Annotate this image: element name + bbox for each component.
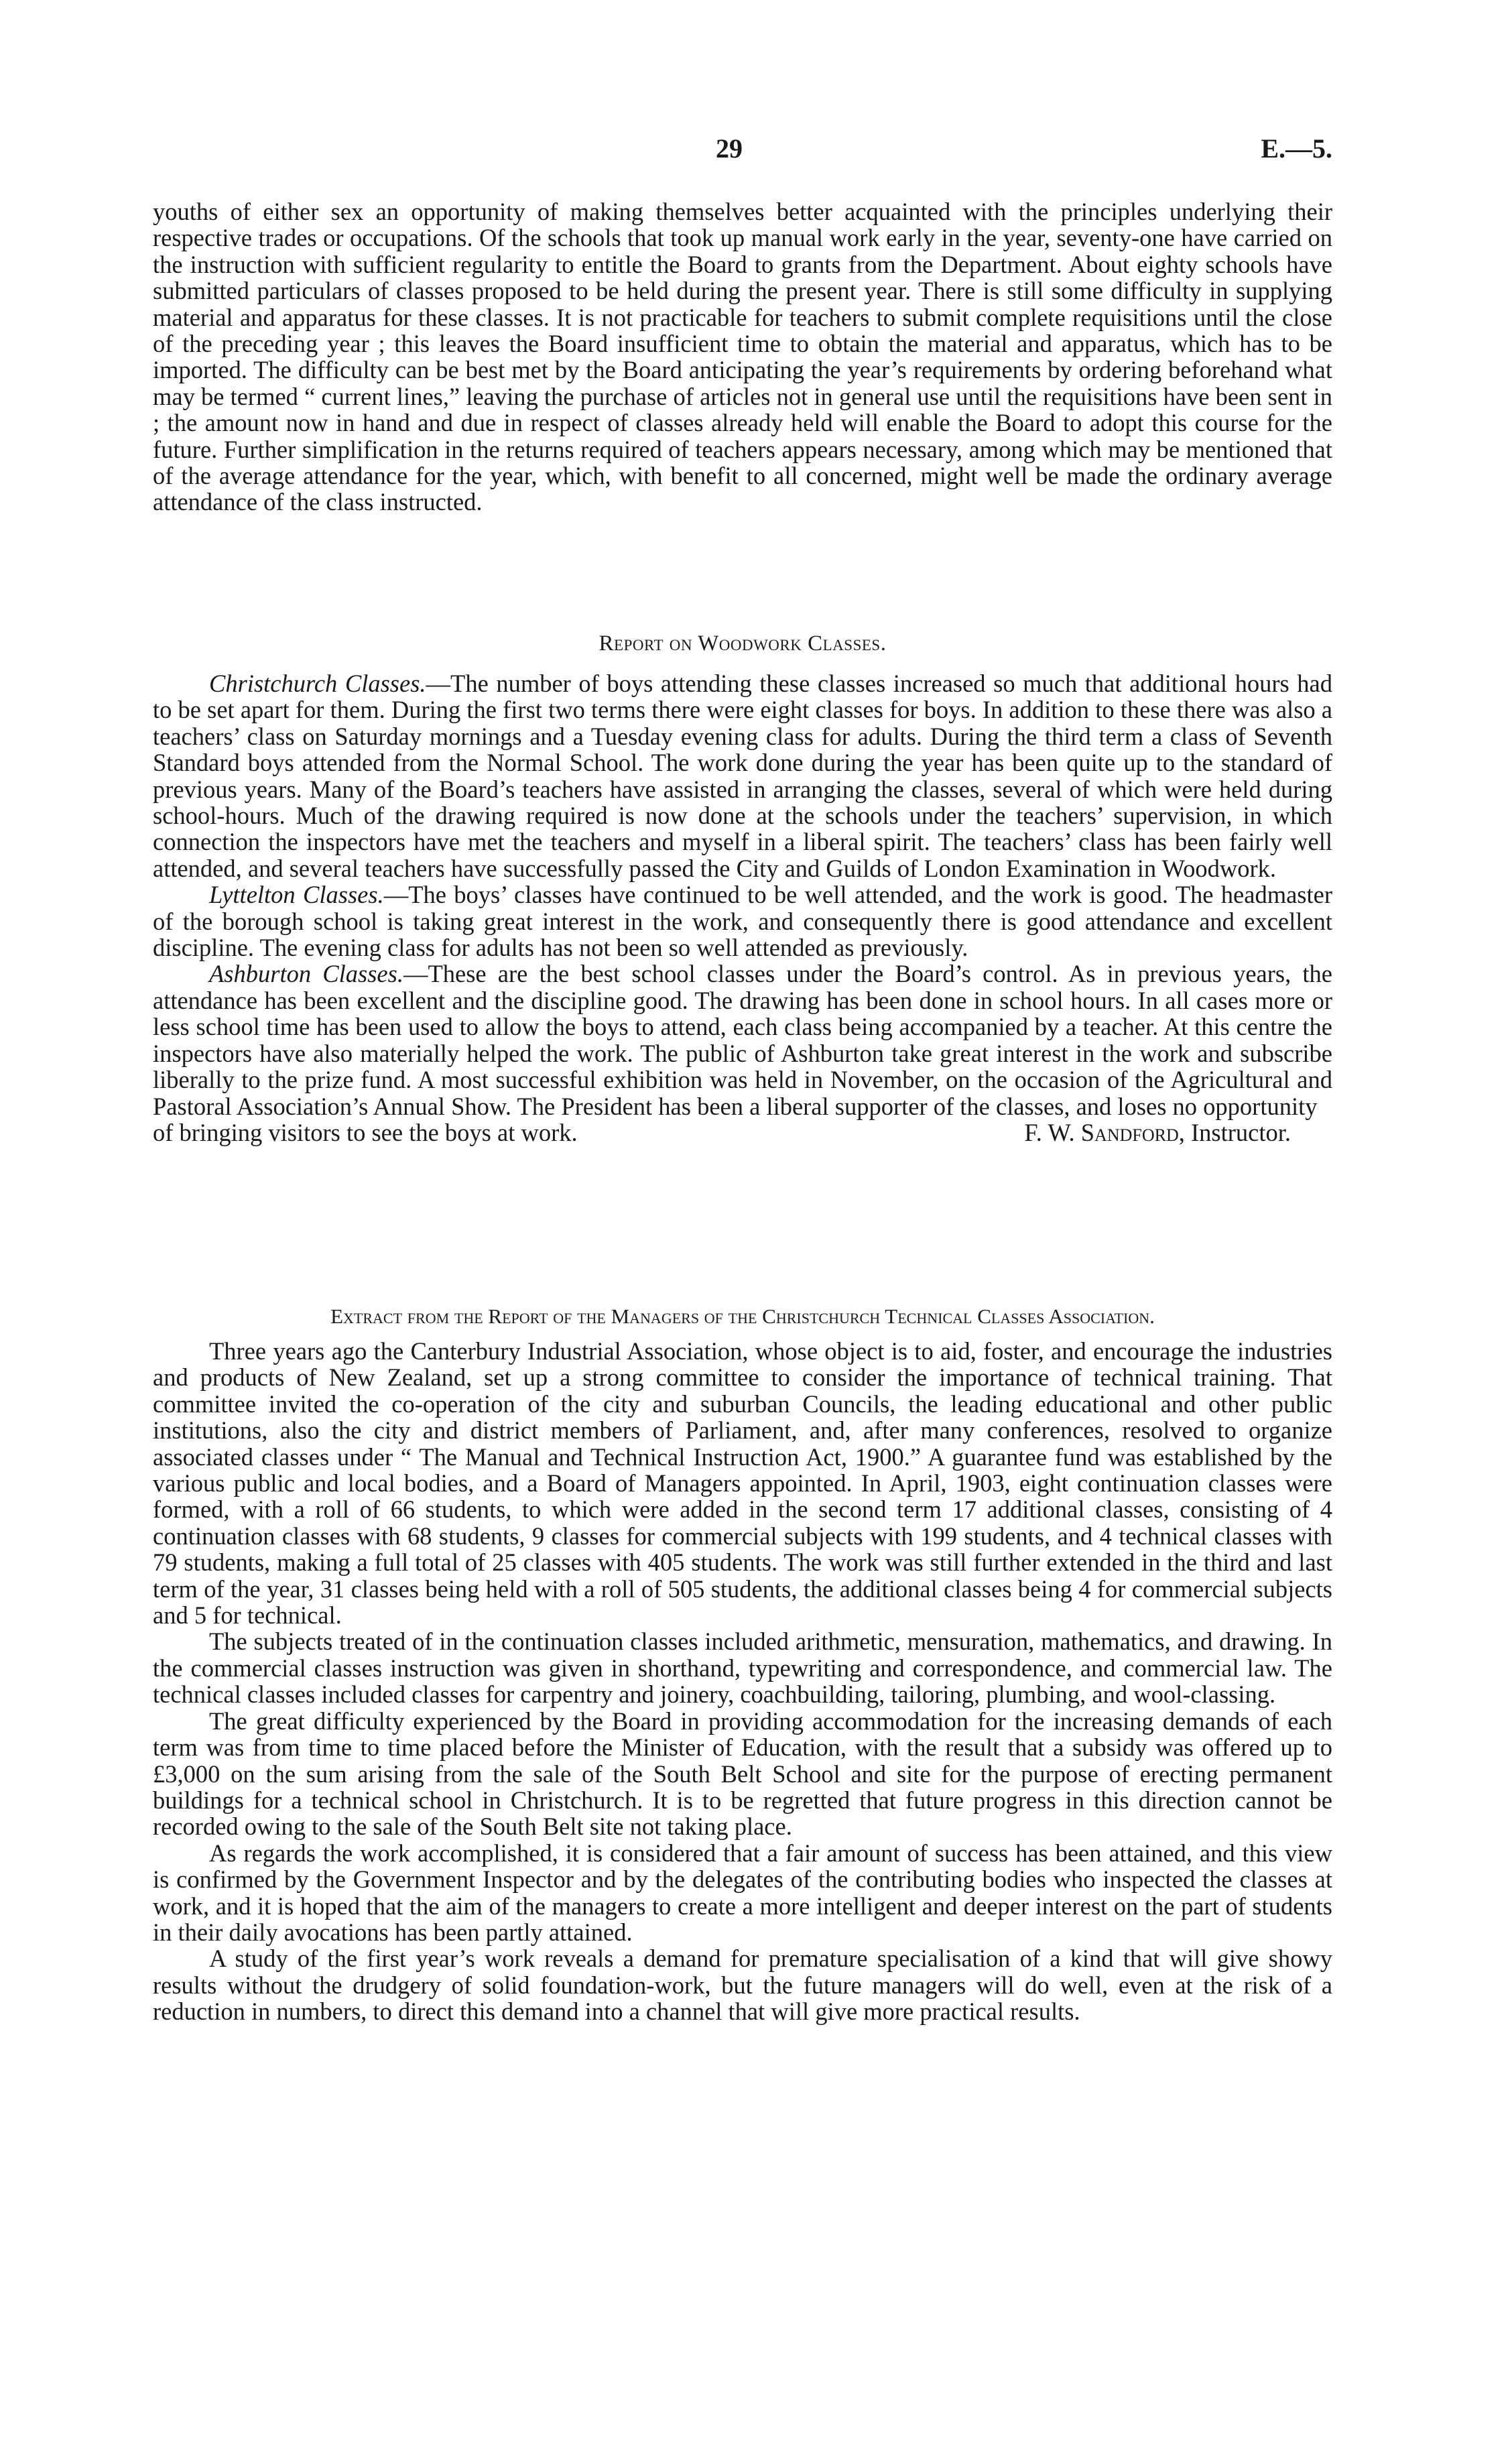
lyttelton-classes-title: Lyttelton Classes. bbox=[209, 881, 384, 909]
lyttelton-classes-paragraph bbox=[153, 881, 1332, 961]
instructor-title: , Instructor. bbox=[1178, 1118, 1291, 1146]
ashburton-classes-title: Ashburton Classes. bbox=[209, 960, 403, 988]
technical-paragraph-specialisation: A study of the first year’s work reveals a demand for premature specialisation of a kind that will give showy results without the drudgery of solid foundation-work, but the future managers will do well, even at the risk of a reduction in numbers, to direct this demand into a channel that will give more practical results. bbox=[153, 1945, 1332, 2026]
ashburton-classes-last-line: of bringing visitors to see the boys at work. bbox=[153, 1118, 578, 1146]
christchurch-classes-title: Christchurch Classes. bbox=[209, 670, 426, 697]
instructor-name: F. W. Sandford bbox=[1024, 1118, 1179, 1146]
instructor-signature bbox=[1024, 1119, 1332, 1146]
document-reference: E.—5. bbox=[1261, 133, 1332, 164]
ashburton-classes-paragraph bbox=[153, 961, 1332, 1119]
ashburton-classes-text: —These are the best school classes under the Board’s control. As in previous years, the attendance has been excellent and the discipline good. The drawing has been done in school hours. In all cases more or less school time has been used to allow the boys to attend, each class being accompanied by a teacher. At this centre the inspectors have also materially helped the work. The public of Ashburton take great interest in the work and subscribe liberally to the prize fund. A most successful exhibition was held in November, on the occasion of the Agricultural and Pastoral Association’s Annual Show. The President has been a liberal supporter of the classes, and loses no opportunity bbox=[153, 960, 1332, 1120]
christchurch-classes-text: —The number of boys attending these classes increased so much that additional hours had to be set apart for them. During the first two terms there were eight classes for boys. In addition to these there was also a teachers’ class on Saturday mornings and a Tuesday evening class for adults. During the third term a class of Seventh Standard boys attended from the Normal School. The work done during the year has been quite up to the standard of previous years. Many of the Board’s teachers have assisted in arranging the classes, several of which were held during school-hours. Much of the drawing required is now done at the schools under the teachers’ supervision, in which connection the inspectors have met the teachers and myself in a liberal spirit. The teachers’ class has been fairly well attended, and several teachers have successfully passed the City and Guilds of London Examination in Woodwork. bbox=[153, 670, 1332, 882]
lyttelton-classes-text: —The boys’ classes have continued to be well attended, and the work is good. The headmaster of the borough school is taking great interest in the work, and consequently there is good attendance and excellent discipline. The evening class for adults has not been so well attended as previously. bbox=[153, 881, 1332, 962]
technical-classes-heading: Extract from the Report of the Managers of the Christchurch Technical Classes Association. bbox=[330, 1304, 1155, 1328]
ashburton-closing-line bbox=[153, 1119, 1332, 1146]
technical-paragraph-accommodation: The great difficulty experienced by the Board in providing accommodation for the increasing demands of each term was from time to time placed before the Minister of Education, with the result that a subsidy was offered up to £3,000 on the sum arising from the sale of the South Belt School and site for the purpose of erecting permanent buildings for a technical school in Christchurch. It is to be regretted that future progress in this direction cannot be recorded owing to the sale of the South Belt site not taking place. bbox=[153, 1707, 1332, 1841]
running-head bbox=[153, 133, 1332, 173]
intro-paragraph: youths of either sex an opportunity of making themselves better acquainted with the principles underlying their respective trades or occupations. Of the schools that took up manual work early in the year, seventy-one have carried on the instruction with sufficient regularity to entitle the Board to grants from the Department. About eighty schools have submitted particulars of classes proposed to be held during the present year. There is still some difficulty in supplying material and apparatus for these classes. It is not practicable for teachers to submit complete requisitions until the close of the preceding year ; this leaves the Board insufficient time to obtain the material and apparatus, which has to be imported. The difficulty can be best met by the Board anticipating the year’s requirements by ordering beforehand what may be termed “ current lines,” leaving the purchase of articles not in general use until the requisitions have been sent in ; the amount now in hand and due in respect of classes already held will enable the Board to adopt this course for the future. Further simplification in the returns required of teachers appears necessary, among which may be mentioned that of the average attendance for the year, which, with benefit to all concerned, might well be made the ordinary average attendance of the class instructed. bbox=[153, 198, 1332, 516]
technical-classes-section bbox=[153, 1338, 1332, 2025]
christchurch-classes-paragraph bbox=[153, 670, 1332, 881]
woodwork-report-heading: Report on Woodwork Classes. bbox=[598, 631, 887, 656]
technical-paragraph-accomplishments: As regards the work accomplished, it is considered that a fair amount of success has been attained, and this view is confirmed by the Government Inspector and by the delegates of the contributing bodies who inspected the classes at work, and it is hoped that the aim of the managers to create a more intelligent and deeper interest on the part of students in their daily avocations has been partly attained. bbox=[153, 1839, 1332, 1946]
intro-section bbox=[153, 198, 1332, 515]
technical-paragraph-history: Three years ago the Canterbury Industrial Association, whose object is to aid, foster, and encourage the industries and products of New Zealand, set up a strong committee to consider the importance of technical training. That committee invited the co-operation of the city and suburban Councils, the leading educational and other public institutions, also the city and district members of Parliament, and, after many conferences, resolved to organize associated classes under “ The Manual and Technical Instruction Act, 1900.” A guarantee fund was established by the various public and local bodies, and a Board of Managers appointed. In April, 1903, eight continuation classes were formed, with a roll of 66 students, to which were added in the second term 17 additional classes, consisting of 4 continuation classes with 68 students, 9 classes for commercial subjects with 199 students, and 4 technical classes with 79 students, making a full total of 25 classes with 405 students. The work was still further extended in the third and last term of the year, 31 classes being held with a roll of 505 students, the additional classes being 4 for commercial subjects and 5 for technical. bbox=[153, 1337, 1332, 1630]
page-number: 29 bbox=[716, 133, 743, 164]
technical-paragraph-subjects: The subjects treated of in the continuation classes included arithmetic, mensuration, mathematics, and drawing. In the commercial classes instruction was given in shorthand, typewriting and correspondence, and commercial law. The technical classes included classes for carpentry and joinery, coachbuilding, tailoring, plumbing, and wool-classing. bbox=[153, 1628, 1332, 1709]
woodwork-report-section bbox=[153, 670, 1332, 1146]
